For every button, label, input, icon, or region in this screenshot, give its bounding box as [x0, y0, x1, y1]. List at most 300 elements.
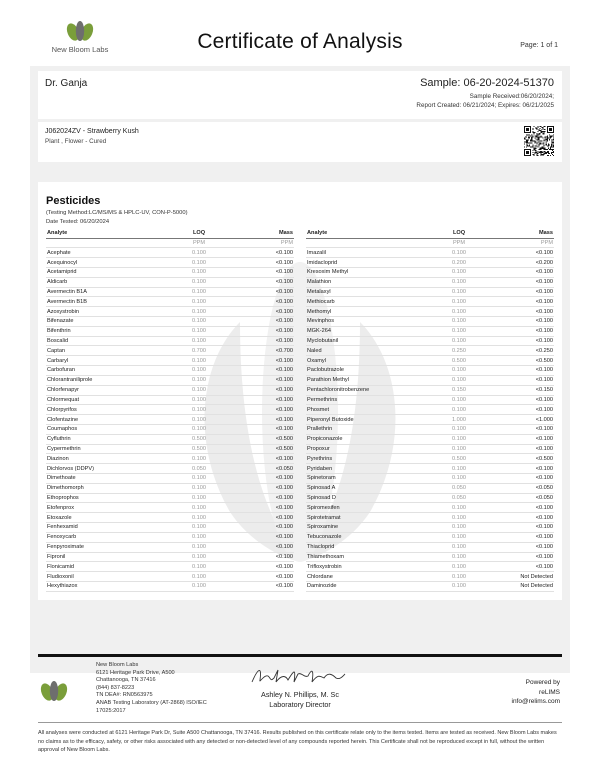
loq-cell: 0.100	[164, 356, 234, 366]
loq-cell: 0.050	[424, 483, 494, 493]
document-title: Certificate of Analysis	[197, 30, 403, 53]
analyte-cell: Fenhexamid	[46, 523, 164, 533]
loq-cell: 0.100	[424, 552, 494, 562]
mass-cell: <0.100	[494, 513, 554, 523]
mass-cell: <0.100	[234, 385, 294, 395]
loq-cell: 0.100	[164, 454, 234, 464]
table-row	[46, 493, 294, 503]
loq-cell: 0.100	[164, 493, 234, 503]
mass-cell: <0.100	[234, 258, 294, 268]
table-row	[46, 444, 294, 454]
mass-cell: <0.500	[494, 454, 554, 464]
date-tested: Date Tested: 06/20/2024	[46, 219, 110, 225]
loq-cell: 0.100	[164, 317, 234, 327]
mass-cell: <0.100	[234, 356, 294, 366]
loq-header: LOQ	[424, 228, 494, 238]
analyte-cell: Imazalil	[306, 248, 424, 258]
powered-by-email[interactable]: info@relims.com	[511, 698, 560, 705]
disclaimer: All analyses were conducted at 6121 Heritage Park Dr, Suite A500 Chattanooga, TN 37416. Results published on this certificate relate only to the items tested. Items are tested as received. New Bloom Labs makes no claims as to the efficacy, safety, or other risks associated with any detected or non-detected level of any compounds reported herein. This Certificate shall not be reproduced except in full, without the written approval of New Bloom Labs.	[38, 730, 557, 754]
pesticides-panel	[38, 182, 562, 600]
mass-cell: <0.100	[494, 317, 554, 327]
analyte-cell: Clofentazine	[46, 415, 164, 425]
table-row	[46, 317, 294, 327]
signature-title: Laboratory Director	[269, 700, 331, 709]
mass-cell: <0.200	[494, 258, 554, 268]
mass-cell: <0.100	[234, 277, 294, 287]
results-tables	[46, 228, 554, 592]
loq-cell: 0.100	[164, 503, 234, 513]
lab-line: (844) 837-8223	[96, 684, 135, 691]
loq-cell: 0.500	[424, 356, 494, 366]
table-row	[306, 493, 554, 503]
analyte-cell: Carbofuran	[46, 366, 164, 376]
loq-cell: 0.100	[424, 366, 494, 376]
analyte-cell: Paclobutrazole	[306, 366, 424, 376]
analyte-cell: Thiamethoxam	[306, 552, 424, 562]
mass-cell: <0.100	[494, 523, 554, 533]
client-name: Dr. Ganja	[45, 78, 88, 89]
table-row	[46, 542, 294, 552]
mass-cell: <0.100	[494, 307, 554, 317]
mass-cell: <0.050	[494, 493, 554, 503]
loq-cell: 0.100	[164, 375, 234, 385]
lab-logo	[40, 18, 120, 60]
table-row	[46, 415, 294, 425]
analyte-cell: Chlordane	[306, 572, 424, 582]
loq-cell: 0.100	[424, 317, 494, 327]
analyte-cell: Thiacloprid	[306, 542, 424, 552]
loq-cell: 1.000	[424, 415, 494, 425]
mass-cell: Not Detected	[494, 581, 554, 591]
mass-cell: <0.100	[234, 474, 294, 484]
loq-cell: 0.100	[424, 542, 494, 552]
loq-header: LOQ	[164, 228, 234, 238]
analyte-cell: Spiroxamine	[306, 523, 424, 533]
loq-cell: 0.100	[164, 258, 234, 268]
analyte-cell: Oxamyl	[306, 356, 424, 366]
analyte-cell: Naled	[306, 346, 424, 356]
table-row	[306, 454, 554, 464]
mass-cell: Not Detected	[494, 572, 554, 582]
table-row	[306, 326, 554, 336]
loq-cell: 0.100	[424, 581, 494, 591]
table-row	[46, 258, 294, 268]
analyte-cell: Acequinocyl	[46, 258, 164, 268]
table-row	[306, 366, 554, 376]
mass-cell: <0.100	[234, 317, 294, 327]
table-row	[306, 267, 554, 277]
mass-cell: <0.100	[234, 307, 294, 317]
table-row	[306, 405, 554, 415]
analyte-cell: Chlorfenapyr	[46, 385, 164, 395]
mass-cell: <0.100	[234, 532, 294, 542]
analyte-cell: Metalaxyl	[306, 287, 424, 297]
loq-cell: 0.100	[164, 513, 234, 523]
report-dates: Report Created: 06/21/2024; Expires: 06/21/2025	[416, 102, 554, 109]
analyte-cell: Ethoprophos	[46, 493, 164, 503]
table-row	[306, 464, 554, 474]
sample-received: Sample Received:06/20/2024;	[469, 93, 554, 100]
analyte-cell: Spinosad A	[306, 483, 424, 493]
mass-cell: <0.100	[234, 326, 294, 336]
analyte-cell: Parathion Methyl	[306, 375, 424, 385]
analyte-cell: Bifenthrin	[46, 326, 164, 336]
table-row	[306, 385, 554, 395]
mass-cell: <0.100	[234, 297, 294, 307]
mass-unit: PPM	[494, 238, 554, 248]
loq-cell: 0.100	[164, 424, 234, 434]
qr-code-icon[interactable]	[524, 126, 554, 156]
table-header	[306, 228, 554, 238]
footer-divider	[38, 654, 562, 657]
table-row	[46, 277, 294, 287]
table-row	[306, 415, 554, 425]
mass-unit: PPM	[234, 238, 294, 248]
table-row	[46, 385, 294, 395]
mass-cell: <0.100	[234, 542, 294, 552]
loq-cell: 0.100	[424, 375, 494, 385]
leaf-logo-icon	[66, 18, 94, 42]
mass-cell: <0.050	[234, 464, 294, 474]
loq-cell: 0.100	[164, 287, 234, 297]
mass-cell: <0.100	[234, 503, 294, 513]
analyte-cell: Chlormequat	[46, 395, 164, 405]
mass-cell: <0.100	[494, 277, 554, 287]
mass-cell: <0.100	[494, 434, 554, 444]
table-row	[306, 346, 554, 356]
table-row	[46, 434, 294, 444]
table-row	[306, 248, 554, 258]
analyte-cell: Spinetoram	[306, 474, 424, 484]
loq-cell: 0.700	[164, 346, 234, 356]
table-row	[46, 356, 294, 366]
table-row	[306, 258, 554, 268]
mass-cell: <0.100	[234, 581, 294, 591]
analyte-cell: Pyridaben	[306, 464, 424, 474]
loq-cell: 0.100	[164, 307, 234, 317]
table-row	[306, 572, 554, 582]
lab-name: New Bloom Labs	[51, 45, 109, 54]
loq-cell: 0.100	[164, 395, 234, 405]
table-row	[46, 287, 294, 297]
mass-cell: <0.100	[494, 405, 554, 415]
lab-contact-info	[96, 662, 207, 715]
analyte-header: Analyte	[306, 228, 424, 238]
table-row	[46, 464, 294, 474]
table-row	[46, 346, 294, 356]
analyte-cell: MGK-264	[306, 326, 424, 336]
section-title: Pesticides	[46, 195, 101, 207]
loq-cell: 0.100	[164, 277, 234, 287]
mass-cell: <0.700	[234, 346, 294, 356]
analyte-cell: Prallethrin	[306, 424, 424, 434]
table-row	[46, 513, 294, 523]
loq-cell: 0.100	[424, 444, 494, 454]
analyte-cell: Dimethomorph	[46, 483, 164, 493]
loq-cell: 0.100	[424, 297, 494, 307]
loq-cell: 0.100	[164, 581, 234, 591]
mass-cell: <0.500	[494, 356, 554, 366]
loq-cell: 0.100	[164, 552, 234, 562]
mass-cell: <0.100	[234, 562, 294, 572]
analyte-cell: Fenpyroximate	[46, 542, 164, 552]
table-row	[46, 395, 294, 405]
analyte-cell: Acetamiprid	[46, 267, 164, 277]
analyte-cell: Fipronil	[46, 552, 164, 562]
signature-image	[248, 664, 348, 688]
mass-cell: <0.100	[494, 532, 554, 542]
loq-cell: 0.100	[164, 366, 234, 376]
analyte-cell: Piperonyl Butoxide	[306, 415, 424, 425]
table-row	[46, 326, 294, 336]
loq-cell: 0.100	[424, 405, 494, 415]
table-row	[46, 503, 294, 513]
table-row	[306, 317, 554, 327]
mass-cell: <0.100	[234, 552, 294, 562]
results-table-left	[46, 228, 294, 592]
lab-line: TN DEA#: RN0563975	[96, 692, 153, 699]
loq-cell: 0.100	[164, 523, 234, 533]
loq-cell: 0.100	[424, 434, 494, 444]
powered-by-label: Powered by	[525, 679, 560, 686]
mass-cell: <0.100	[494, 287, 554, 297]
loq-cell: 0.100	[164, 415, 234, 425]
table-row	[306, 434, 554, 444]
table-row	[306, 307, 554, 317]
mass-cell: <0.100	[494, 424, 554, 434]
page-number: Page: 1 of 1	[520, 42, 558, 49]
loq-cell: 0.500	[424, 454, 494, 464]
analyte-cell: Permethrins	[306, 395, 424, 405]
loq-cell: 0.100	[164, 483, 234, 493]
lab-line: 6121 Heritage Park Drive, A500	[96, 669, 175, 676]
table-header	[46, 228, 294, 238]
analyte-cell: Phosmet	[306, 405, 424, 415]
units-row	[306, 238, 554, 248]
table-row	[306, 562, 554, 572]
mass-cell: <0.100	[494, 552, 554, 562]
loq-cell: 0.100	[424, 267, 494, 277]
loq-unit: PPM	[424, 238, 494, 248]
mass-header: Mass	[234, 228, 294, 238]
powered-by	[512, 678, 561, 707]
loq-cell: 0.100	[424, 307, 494, 317]
table-row	[306, 483, 554, 493]
loq-cell: 0.500	[164, 444, 234, 454]
table-row	[46, 248, 294, 258]
lab-line: ANAB Testing Laboratory (AT-2868) ISO/IEC	[96, 699, 207, 706]
powered-by-name: reLIMS	[539, 688, 560, 696]
loq-cell: 0.100	[164, 385, 234, 395]
table-row	[46, 532, 294, 542]
analyte-cell: Spirotetramat	[306, 513, 424, 523]
analyte-cell: Trifloxystrobin	[306, 562, 424, 572]
table-row	[306, 532, 554, 542]
loq-cell: 0.100	[164, 474, 234, 484]
table-row	[306, 581, 554, 591]
loq-unit: PPM	[164, 238, 234, 248]
mass-cell: <0.100	[494, 336, 554, 346]
table-row	[306, 395, 554, 405]
loq-cell: 0.100	[164, 572, 234, 582]
loq-cell: 0.100	[424, 513, 494, 523]
analyte-cell: Pentachloronitrobenzene	[306, 385, 424, 395]
analyte-cell: Spiromesifen	[306, 503, 424, 513]
mass-cell: <0.500	[234, 444, 294, 454]
table-row	[306, 474, 554, 484]
mass-cell: <0.100	[234, 454, 294, 464]
mass-cell: <0.100	[234, 366, 294, 376]
mass-cell: <0.100	[494, 267, 554, 277]
analyte-cell: Etofenprox	[46, 503, 164, 513]
loq-cell: 0.100	[424, 503, 494, 513]
table-row	[306, 356, 554, 366]
loq-cell: 0.100	[424, 395, 494, 405]
analyte-cell: Daminozide	[306, 581, 424, 591]
mass-cell: <0.100	[494, 464, 554, 474]
loq-cell: 0.100	[424, 248, 494, 258]
loq-cell: 0.150	[424, 385, 494, 395]
mass-cell: <0.100	[494, 444, 554, 454]
analyte-header: Analyte	[46, 228, 164, 238]
loq-cell: 0.100	[164, 326, 234, 336]
table-row	[306, 375, 554, 385]
analyte-cell: Hexythiazox	[46, 581, 164, 591]
table-row	[306, 277, 554, 287]
analyte-cell: Captan	[46, 346, 164, 356]
table-row	[306, 444, 554, 454]
analyte-cell: Fludioxonil	[46, 572, 164, 582]
table-row	[46, 581, 294, 591]
loq-cell: 0.100	[424, 562, 494, 572]
loq-cell: 0.250	[424, 346, 494, 356]
mass-cell: <0.100	[494, 474, 554, 484]
mass-cell: <0.100	[494, 248, 554, 258]
mass-cell: <0.100	[234, 513, 294, 523]
loq-cell: 0.100	[164, 267, 234, 277]
product-panel	[38, 122, 562, 162]
table-row	[306, 424, 554, 434]
analyte-cell: Diazinon	[46, 454, 164, 464]
testing-method: (Testing Method:LC/MS/MS & HPLC-UV, CON-P-5000)	[46, 210, 188, 216]
mass-cell: <0.100	[234, 415, 294, 425]
table-row	[46, 474, 294, 484]
loq-cell: 0.100	[424, 532, 494, 542]
mass-cell: <0.100	[494, 366, 554, 376]
table-row	[46, 572, 294, 582]
mass-cell: <0.250	[494, 346, 554, 356]
mass-cell: <0.100	[494, 503, 554, 513]
loq-cell: 0.100	[424, 464, 494, 474]
table-row	[46, 336, 294, 346]
table-row	[46, 454, 294, 464]
mass-cell: <0.100	[234, 267, 294, 277]
mass-cell: <0.100	[494, 375, 554, 385]
analyte-cell: Boscalid	[46, 336, 164, 346]
table-row	[46, 523, 294, 533]
loq-cell: 0.100	[164, 532, 234, 542]
analyte-cell: Propoxur	[306, 444, 424, 454]
mass-cell: <0.100	[494, 562, 554, 572]
loq-cell: 0.100	[424, 523, 494, 533]
mass-cell: <0.100	[234, 248, 294, 258]
table-row	[306, 523, 554, 533]
analyte-cell: Myclobutanil	[306, 336, 424, 346]
client-panel	[38, 71, 562, 119]
mass-cell: <0.100	[234, 483, 294, 493]
table-row	[46, 483, 294, 493]
table-row	[46, 424, 294, 434]
mass-cell: <0.100	[234, 336, 294, 346]
mass-cell: <0.100	[234, 375, 294, 385]
header	[0, 0, 600, 65]
loq-cell: 0.100	[164, 297, 234, 307]
leaf-logo-icon	[40, 678, 68, 702]
analyte-cell: Spinosad D	[306, 493, 424, 503]
mass-cell: <0.100	[494, 326, 554, 336]
disclaimer-divider	[38, 722, 562, 723]
mass-cell: <0.100	[234, 572, 294, 582]
analyte-cell: Chlorpyrifos	[46, 405, 164, 415]
mass-cell: <0.100	[494, 542, 554, 552]
analyte-cell: Mevinphos	[306, 317, 424, 327]
product-name: J062024ZV - Strawberry Kush	[45, 128, 139, 135]
analyte-cell: Azoxystrobin	[46, 307, 164, 317]
loq-cell: 0.100	[424, 572, 494, 582]
mass-cell: <0.100	[234, 395, 294, 405]
table-row	[46, 307, 294, 317]
loq-cell: 0.100	[164, 542, 234, 552]
lab-line: 17025:2017	[96, 707, 126, 714]
mass-cell: <1.000	[494, 415, 554, 425]
analyte-cell: Dimethoate	[46, 474, 164, 484]
table-row	[46, 366, 294, 376]
mass-cell: <0.100	[234, 424, 294, 434]
lab-line: Chattanooga, TN 37416	[96, 677, 156, 684]
mass-cell: <0.150	[494, 385, 554, 395]
analyte-cell: Aldicarb	[46, 277, 164, 287]
loq-cell: 0.100	[424, 277, 494, 287]
table-row	[306, 513, 554, 523]
analyte-cell: Kresoxim Methyl	[306, 267, 424, 277]
results-table-right	[306, 228, 554, 592]
loq-cell: 0.050	[164, 464, 234, 474]
table-row	[306, 503, 554, 513]
mass-cell: <0.100	[494, 297, 554, 307]
mass-header: Mass	[494, 228, 554, 238]
table-row	[46, 552, 294, 562]
loq-cell: 0.100	[164, 248, 234, 258]
mass-cell: <0.100	[234, 523, 294, 533]
loq-cell: 0.100	[164, 562, 234, 572]
analyte-cell: Coumaphos	[46, 424, 164, 434]
loq-cell: 0.500	[164, 434, 234, 444]
analyte-cell: Fenoxycarb	[46, 532, 164, 542]
signature-name: Ashley N. Phillips, M. Sc	[261, 690, 339, 699]
analyte-cell: Bifenazate	[46, 317, 164, 327]
analyte-cell: Etoxazole	[46, 513, 164, 523]
table-row	[306, 542, 554, 552]
mass-cell: <0.100	[494, 395, 554, 405]
table-row	[306, 297, 554, 307]
analyte-cell: Flonicamid	[46, 562, 164, 572]
analyte-cell: Methiocarb	[306, 297, 424, 307]
analyte-cell: Pyrethrins	[306, 454, 424, 464]
table-row	[306, 287, 554, 297]
loq-cell: 0.100	[424, 326, 494, 336]
mass-cell: <0.500	[234, 434, 294, 444]
mass-cell: <0.050	[494, 483, 554, 493]
